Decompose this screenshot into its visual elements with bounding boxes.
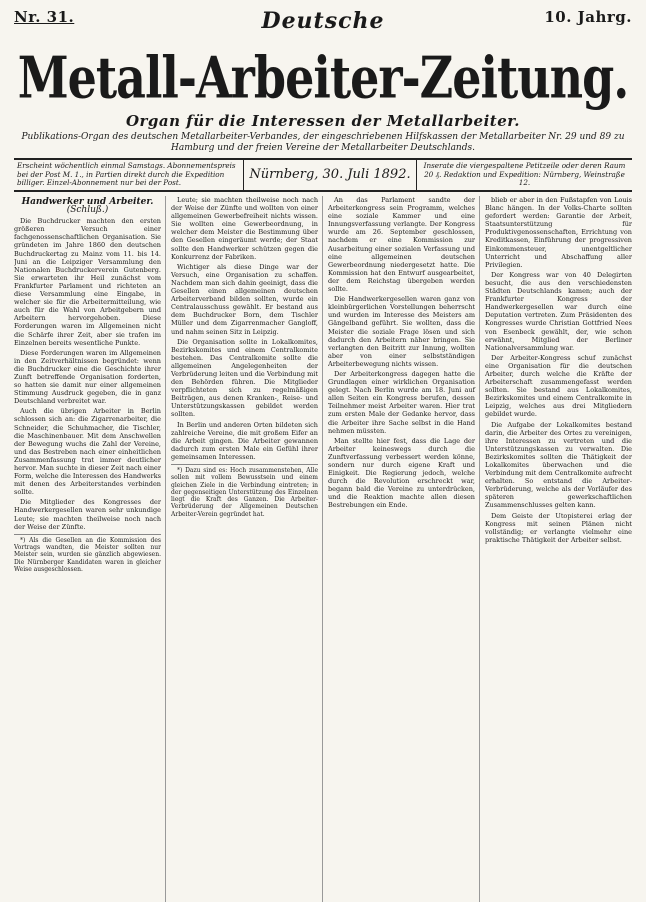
paragraph: Der Kongress war von 40 Delegirten besucht, die aus den verschiedensten Städten Deutschlands kamen; auch der Frankfurter Kongress der Handwerkergesellen war durch eine Deputation vertreten. Zum Präsidenten des Kongresses wurde Christian Gottfried Nees von Esenbeck gewählt, der, wie schon erwähnt, Mitglied der Berliner Nationalversammlung war. (485, 270, 632, 352)
advertising-info: Inserate die viergespaltene Petitzeile oder deren Raum 20 ₰. Redaktion und Expedition: Nürnberg, Weinstraße 12. (423, 161, 626, 188)
paragraph: Auch die übrigen Arbeiter in Berlin schlossen sich an: die Zigarrenarbeiter, die Schneider, die Schuhmacher, die Tischler, die Maschinenbauer. Mit dem Anschwellen der Bewegung wuchs die Zahl der Vereine, und das Bestreben nach einer einheitlichen Zusammenfassung trat immer deutlicher hervor. Man suchte in dieser Zeit nach einer Form, welche die Interessen des Handwerks mit denen des Arbeiterstandes verbinden sollte. (14, 407, 161, 497)
date-line: Nürnberg, 30. Juli 1892. (244, 160, 417, 190)
newspaper-title: Metall-Arbeiter-Zeitung. (17, 43, 629, 112)
article-heading-note: (Schluß.) (66, 205, 109, 216)
newspaper-page (14, 8, 632, 892)
issue-number: Nr. 31. (14, 8, 75, 26)
subscription-info: Erscheint wöchentlich einmal Samstags. Abonnementspreis bei der Post M. 1., in Partien direkt durch die Expedition billiger. Einzel-Abonnement nur bei der Post. (14, 160, 244, 190)
column-3 (328, 196, 480, 902)
paragraph: Der Arbeiter-Kongress schuf zunächst eine Organisation für die deutschen Arbeiter, durch welche die Kräfte der Arbeiterschaft zusammengefasst werden sollten. Sie bestand aus Lokalkomites, Bezirkskomites und einem Centralkomite in Leipzig, welches aus drei Mitgliedern gebildet wurde. (485, 353, 632, 419)
footnote (14, 534, 161, 573)
article-heading-title: Handwerker und Arbeiter. (21, 197, 154, 207)
paragraph: Dem Geiste der Utopisterei erlag der Kongress mit seinen Plänen nicht vollständig; er verlangte vielmehr eine praktische Thätigkeit der Arbeiter selbst. (485, 511, 632, 544)
article-heading (14, 198, 161, 214)
paragraph: Die Aufgabe der Lokalkomites bestand darin, die Arbeiter des Ortes zu vereinigen, ihre Interessen zu vertreten und die Unterstützungskassen zu verwalten. Die Bezirkskomites sollten die Thätigkeit der Lokalkomites überwachen und die Verbindung mit dem Centralkomite aufrecht erhalten. So entstand die Arbeiter-Verbrüderung, welche als der Vorläufer des späteren gewerkschaftlichen Zusammenschlusses gelten kann. (485, 420, 632, 510)
paragraph: Diese Forderungen waren im Allgemeinen in den Zeitverhältnissen begründet: wenn die Buchdrucker eine die Geschichte ihrer Zunft betreffende Organisation forderten, so hatten sie damit nur einer allgemeinen Stimmung Ausdruck gegeben, die in ganz Deutschland verbreitet war. (14, 348, 161, 406)
paragraph: Der Arbeiterkongress dagegen hatte die Grundlagen einer wirklichen Organisation gelegt. Nach Berlin wurde am 18. Juni auf allen Seiten ein Kongress berufen, dessen Teilnehmer meist Arbeiter waren. Hier trat zum ersten Male der Gedanke hervor, dass die Arbeiter ihre Sache selbst in die Hand nehmen müssten. (328, 369, 475, 435)
footnote-text: *) Als die Gesellen an die Kommission des Vortrags wandten, die Meister sollten nur Meister sein, wurden sie gänzlich abgewiesen. Die Nürnberger Kandidaten waren in gleicher Weise ausgeschlossen. (14, 536, 161, 573)
volume-year: 10. Jahrg. (544, 8, 632, 26)
paragraph: An das Parlament sandte der Arbeiterkongress sein Programm, welches eine soziale Kammer und eine Innungsverfassung verlangte. Der Kongress wurde am 26. September geschlossen, nachdem er eine Kommission zur Ausarbeitung einer sozialen Verfassung und eine allgemeinen deutschen Gewerbeordnung niedergesetzt hatte. Die Kommission hat den Entwurf ausgearbeitet, der dem Reichstag übergeben werden sollte. (328, 196, 475, 294)
article-columns (14, 196, 632, 902)
paragraph: Leute; sie machten theilweise noch nach der Weise der Zünfte und wollten von einer allgemeinen Gewerbefreiheit nichts wissen. Sie wollten eine Gewerbeordnung, in welcher dem Meister die Bestimmung über den Gesellen eingeräumt werde; der Staat sollte den Handwerker schützen gegen die Konkurrenz der Fabriken. (171, 196, 318, 261)
paragraph: Die Handwerkergesellen waren ganz von kleinbürgerlichen Vorstellungen beherrscht und wurden im Interesse des Meisters am Gängelband geführt. Sie wollten, dass die Meister die soziale Frage lösen und sich dadurch den Arbeitern näher bringen. Sie verlangten den Beitritt zur Innung, wollten aber von einer selbstständigen Arbeiterbewegung nichts wissen. (328, 295, 475, 368)
publication-organ-line: Publikations-Organ des deutschen Metallarbeiter-Verbandes, der eingeschriebenen Hilfskassen der Metallarbeiter Nr. 29 und 89 zu Hamburg und der freien Vereine der Metallarbeiter Deutschlands. (21, 132, 625, 153)
paragraph: Die Mitglieder des Kongresses der Handwerkergesellen waren sehr unkundige Leute; sie machten theilweise noch nach der Weise der Zünfte. (14, 498, 161, 531)
newspaper-subtitle: Organ für die Interessen der Metallarbeiter. (125, 112, 521, 130)
paragraph: Die Organisation sollte in Lokalkomites, Bezirkskomites und einem Centralkomite bestehen. Das Centralkomite sollte die allgemeinen Angelegenheiten der Verbrüderung leiten und die Verbindung mit den Behörden führen. Die Mitglieder verpflichteten sich zu regelmäßigen Beiträgen, aus denen Kranken-, Reise- und Unterstützungskassen gebildet werden sollten. (171, 337, 318, 419)
masthead-top (14, 8, 632, 38)
paragraph: Man stellte hier fest, dass die Lage der Arbeiter keineswegs durch die Zunftverfassung verbessert werden könne, sondern nur durch eigene Kraft und Einigkeit. Die Regierung jedoch, welche durch die Revolution erschreckt war, begann bald die Vereine zu unterdrücken, und die Reaktion machte allen diesen Bestrebungen ein Ende. (328, 436, 475, 510)
column-2 (171, 196, 323, 902)
info-bar (14, 158, 632, 192)
paragraph: blieb er aber in den Fußstapfen von Louis Blanc hängen. In der Volks-Charte sollten gefordert werden: Garantie der Arbeit, Staatsunterstützung für Produktivgenossenschaften, Errichtung von Kreditkassen, Einführung der progressiven Einkommensteuer, unentgeltlicher Unterricht und Abschaffung aller Privilegien. (485, 196, 632, 269)
column-4 (485, 196, 632, 902)
footnote (171, 464, 318, 518)
column-1 (14, 196, 166, 902)
footnote-text: *) Dazu sind es: Hoch zusammenstehen, Alle sollen mit vollem Bewusstsein und einem gleichen Ziele in die Verbindung eintreten; in der gegenseitigen Unterstützung des Einzelnen liegt die Kraft des Ganzen. Die Arbeiter-Verbrüderung der Allgemeinen Deutschen Arbeiter-Verein gegründet hat. (171, 467, 318, 518)
pre-title: Deutsche (261, 8, 385, 34)
paragraph: Die Buchdrucker machten den ersten größeren Versuch einer fachgenossenschaftlichen Organisation. Sie gründeten im Jahre 1860 den deutschen Buchdruckertag zu Mainz vom 11. bis 14. Juni an die Leipziger Versammlung den Nationalen Buchdruckerverein Gutenberg. Sie erwarteten ihr Heil zunächst vom Frankfurter Parlament und richteten an diese Versammlung eine Eingabe, in welcher sie für die Arbeitermitteilung, wie auch für die Wahl von Arbeitgebern und Arbeitern hervorgehoben. Diese Forderungen waren im Allgemeinen nicht die Schärfe ihrer Zeit, aber sie trafen im Einzelnen bereits wesentliche Punkte. (14, 217, 161, 347)
paragraph: In Berlin und anderen Orten bildeten sich zahlreiche Vereine, die mit großem Eifer an die Arbeit gingen. Die Arbeiter gewannen dadurch zum ersten Male ein Gefühl ihrer gemeinsamen Interessen. (171, 420, 318, 461)
paragraph: Wichtiger als diese Dinge war der Versuch, eine Organisation zu schaffen. Nachdem man sich dahin geeinigt, dass die Gesellen einen allgemeinen deutschen Arbeiterverband bilden sollten, wurde ein Centralausschuss gewählt. Er bestand aus dem Buchdrucker Born, dem Tischler Müller und dem Zigarrenmacher Gangloff, und nahm seinen Sitz in Leipzig. (171, 262, 318, 336)
